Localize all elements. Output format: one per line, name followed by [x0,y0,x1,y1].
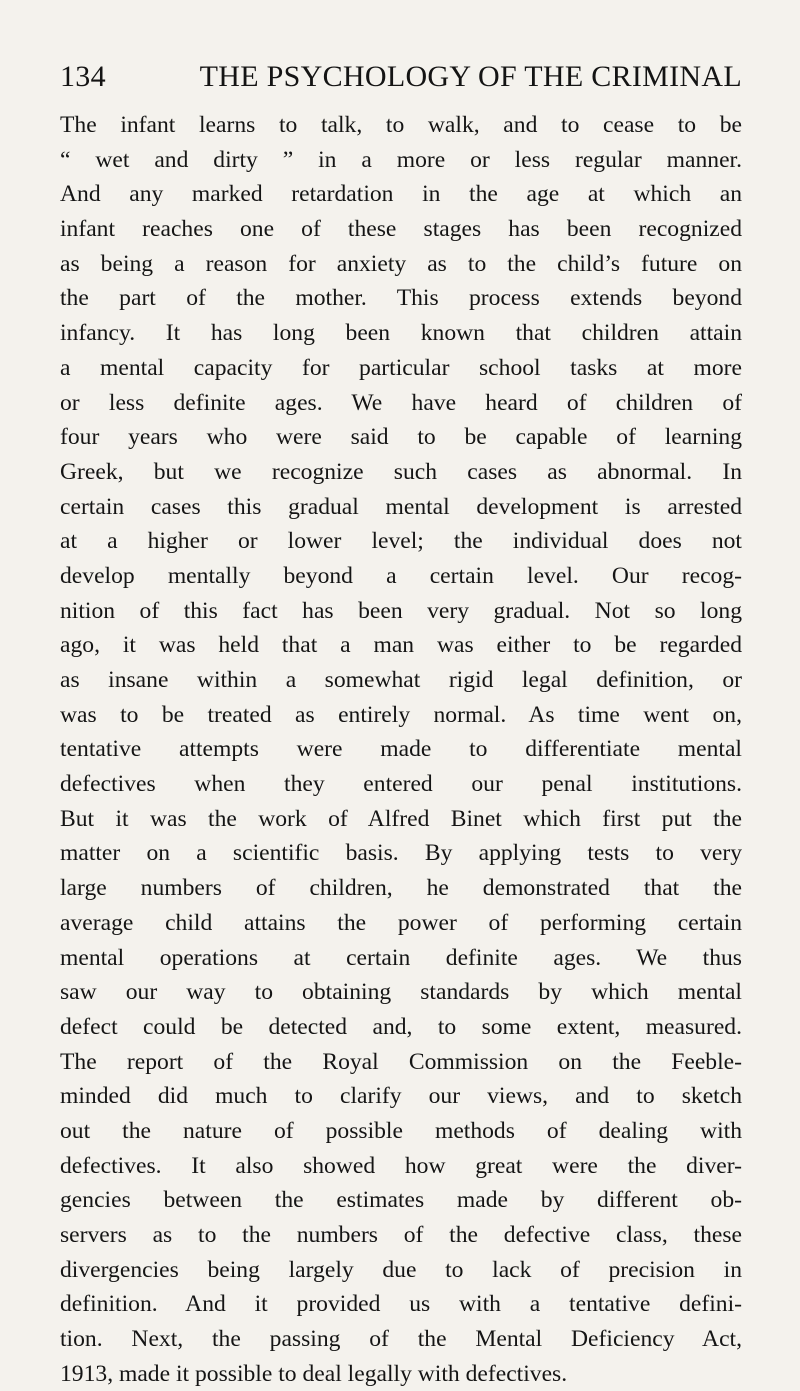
text-line: The infant learns to talk, to walk, and to cease to be [60,112,742,138]
text-line: infant reaches one of these stages has been recognized [60,216,742,243]
page-number: 134 [60,60,106,93]
text-line: the part of the mother. This process extends beyond [60,285,742,312]
running-head: THE PSYCHOLOGY OF THE CRIMINAL [199,60,742,93]
text-line: as insane within a somewhat rigid legal definition, or [60,667,742,693]
text-line: matter on a scientific basis. By applying tests to very [60,840,742,867]
text-line: or less definite ages. We have heard of children of [60,389,742,416]
text-line: develop mentally beyond a certain level. Our recog- [60,562,742,589]
text-line: certain cases this gradual mental development is arrested [60,493,742,520]
text-line: ago, it was held that a man was either to be regarded [60,632,742,659]
text-line: servers as to the numbers of the defective class, these [60,1222,742,1248]
text-line: a mental capacity for particular school tasks at more [60,354,742,381]
text-line: mental operations at certain definite ages. We thus [60,944,742,971]
text-line: tion. Next, the passing of the Mental Deficiency Act, [60,1326,742,1353]
text-line: infancy. It has long been known that children attain [60,320,742,347]
text-line: And any marked retardation in the age at which an [60,181,742,208]
text-line: defectives. It also showed how great were the diver- [60,1152,742,1179]
text-line: definition. And it provided us with a tentative defini- [60,1291,742,1318]
page-header [60,60,742,104]
text-line: But it was the work of Alfred Binet which first put the [60,805,742,832]
text-line: defect could be detected and, to some extent, measured. [60,1013,742,1040]
text-line: tentative attempts were made to differentiate mental [60,736,742,763]
text-line: divergencies being largely due to lack of precision in [60,1256,742,1283]
text-line: four years who were said to be capable of learning [60,424,742,451]
text-line: The report of the Royal Commission on the Feeble- [60,1048,742,1075]
text-line: average child attains the power of performing certain [60,909,742,936]
text-line: large numbers of children, he demonstrated that the [60,875,742,902]
text-line: Greek, but we recognize such cases as abnormal. In [60,458,742,485]
text-line: “ wet and dirty ” in a more or less regular manner. [60,146,742,173]
text-line: gencies between the estimates made by different ob- [60,1187,742,1214]
text-line: as being a reason for anxiety as to the child’s future on [60,250,742,277]
text-line: out the nature of possible methods of dealing with [60,1117,742,1144]
body-text [60,108,742,1391]
text-line-last: 1913, made it possible to deal legally with defectives. [60,1360,568,1387]
text-line: was to be treated as entirely normal. As time went on, [60,701,742,728]
text-line: at a higher or lower level; the individual does not [60,528,742,555]
text-line: saw our way to obtaining standards by which mental [60,979,742,1006]
text-line: nition of this fact has been very gradual. Not so long [60,597,742,624]
text-line: minded did much to clarify our views, and to sketch [60,1083,742,1110]
text-line: defectives when they entered our penal institutions. [60,771,742,798]
